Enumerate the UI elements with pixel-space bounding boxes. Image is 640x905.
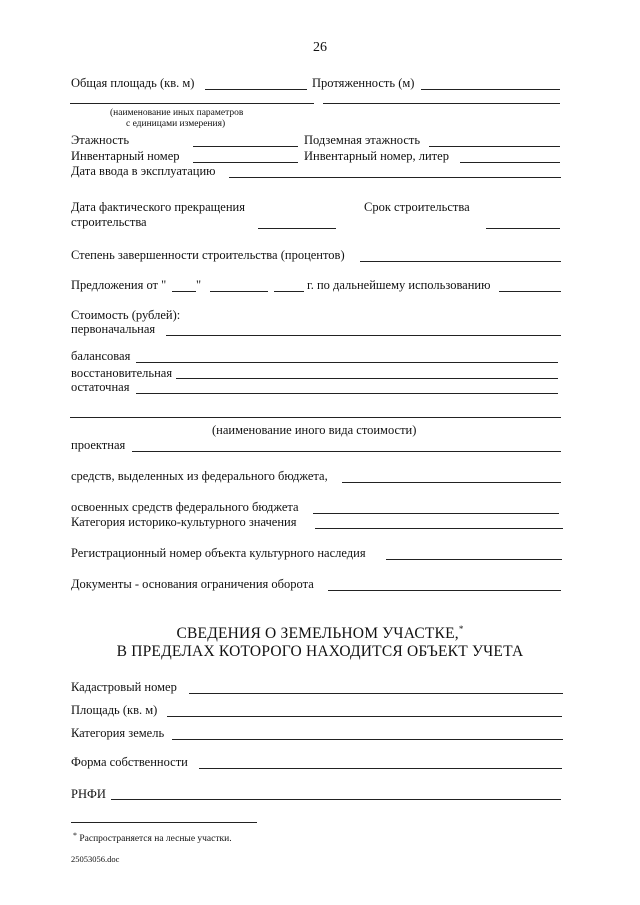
completion-degree-field[interactable] bbox=[360, 261, 561, 262]
cost-initial-label: первоначальная bbox=[71, 322, 156, 336]
heritage-reg-number-label: Регистрационный номер объекта культурного наследия bbox=[71, 546, 366, 560]
file-name: 25053056.doc bbox=[71, 854, 120, 864]
proposals-label: Предложения от " bbox=[71, 278, 167, 292]
land-section-footnote-mark: * bbox=[458, 624, 464, 634]
federal-funds-field[interactable] bbox=[342, 482, 561, 483]
footnote-text: Распространяется на лесные участки. bbox=[79, 834, 232, 844]
cadastral-number-label: Кадастровый номер bbox=[71, 680, 177, 694]
land-section-heading-2: В ПРЕДЕЛАХ КОТОРОГО НАХОДИТСЯ ОБЪЕКТ УЧЕТА bbox=[116, 643, 524, 660]
underground-floors-field[interactable] bbox=[429, 146, 560, 147]
commission-date-field[interactable] bbox=[229, 177, 561, 178]
proposals-year-field[interactable] bbox=[274, 291, 304, 292]
other-params-value-field[interactable] bbox=[323, 103, 560, 104]
commission-date-label: Дата ввода в эксплуатацию bbox=[71, 164, 216, 178]
proposals-month-field[interactable] bbox=[210, 291, 268, 292]
restriction-docs-label: Документы - основания ограничения оборота bbox=[71, 577, 314, 591]
heritage-reg-number-field[interactable] bbox=[386, 559, 562, 560]
heritage-category-field[interactable] bbox=[315, 528, 563, 529]
inventory-number-field[interactable] bbox=[193, 162, 298, 163]
restriction-docs-field[interactable] bbox=[328, 590, 561, 591]
stop-date-label-2: строительства bbox=[71, 215, 147, 229]
completion-degree-label: Степень завершенности строительства (процентов) bbox=[71, 248, 345, 262]
land-area-label: Площадь (кв. м) bbox=[71, 703, 158, 717]
other-params-field[interactable] bbox=[70, 103, 314, 104]
floors-field[interactable] bbox=[193, 146, 298, 147]
land-area-field[interactable] bbox=[167, 716, 562, 717]
total-area-label: Общая площадь (кв. м) bbox=[71, 76, 195, 90]
cost-heading: Стоимость (рублей): bbox=[71, 308, 181, 322]
inventory-number-liter-field[interactable] bbox=[460, 162, 560, 163]
cost-balance-label: балансовая bbox=[71, 349, 131, 363]
ownership-form-label: Форма собственности bbox=[71, 755, 188, 769]
stop-date-label-1: Дата фактического прекращения bbox=[71, 200, 245, 214]
underground-floors-label: Подземная этажность bbox=[304, 133, 421, 147]
rnfi-field[interactable] bbox=[111, 799, 561, 800]
stop-date-field[interactable] bbox=[258, 228, 336, 229]
land-category-label: Категория земель bbox=[71, 726, 165, 740]
length-label: Протяженность (м) bbox=[312, 76, 415, 90]
land-category-field[interactable] bbox=[172, 739, 563, 740]
cost-restoration-field[interactable] bbox=[176, 378, 558, 379]
cost-residual-label: остаточная bbox=[71, 380, 130, 394]
land-section-heading-1: СВЕДЕНИЯ О ЗЕМЕЛЬНОМ УЧАСТКЕ,* bbox=[176, 624, 464, 642]
construction-term-label: Срок строительства bbox=[364, 200, 470, 214]
ownership-form-field[interactable] bbox=[199, 768, 562, 769]
proposals-quote: " bbox=[196, 278, 202, 292]
length-field[interactable] bbox=[421, 89, 560, 90]
page-number: 26 bbox=[313, 40, 327, 55]
footnote bbox=[73, 830, 232, 845]
cost-initial-field[interactable] bbox=[166, 335, 561, 336]
heritage-category-label: Категория историко-культурного значения bbox=[71, 515, 297, 529]
other-cost-type-field[interactable] bbox=[70, 417, 561, 418]
footnote-mark: * bbox=[73, 831, 77, 840]
floors-label: Этажность bbox=[71, 133, 130, 147]
footnote-separator bbox=[71, 822, 257, 823]
cost-design-field[interactable] bbox=[132, 451, 561, 452]
cost-residual-field[interactable] bbox=[136, 393, 558, 394]
inventory-number-liter-label: Инвентарный номер, литер bbox=[304, 149, 449, 163]
cadastral-number-field[interactable] bbox=[189, 693, 563, 694]
federal-funds-spent-field[interactable] bbox=[313, 513, 559, 514]
total-area-field[interactable] bbox=[205, 89, 307, 90]
cost-restoration-label: восстановительная bbox=[71, 366, 173, 380]
cost-design-label: проектная bbox=[71, 438, 126, 452]
other-params-note-2: с единицами измерения) bbox=[126, 119, 226, 129]
other-params-note-1: (наименование иных параметров bbox=[110, 108, 244, 118]
construction-term-field[interactable] bbox=[486, 228, 560, 229]
proposals-day-field[interactable] bbox=[172, 291, 196, 292]
federal-funds-spent-label: освоенных средств федерального бюджета bbox=[71, 500, 299, 514]
inventory-number-label: Инвентарный номер bbox=[71, 149, 180, 163]
cost-balance-field[interactable] bbox=[136, 362, 558, 363]
federal-funds-label: средств, выделенных из федерального бюджета, bbox=[71, 469, 328, 483]
proposals-tail-label: г. по дальнейшему использованию bbox=[307, 278, 491, 292]
proposals-usage-field[interactable] bbox=[499, 291, 561, 292]
other-cost-type-note: (наименование иного вида стоимости) bbox=[212, 423, 417, 437]
rnfi-label: РНФИ bbox=[71, 787, 106, 801]
